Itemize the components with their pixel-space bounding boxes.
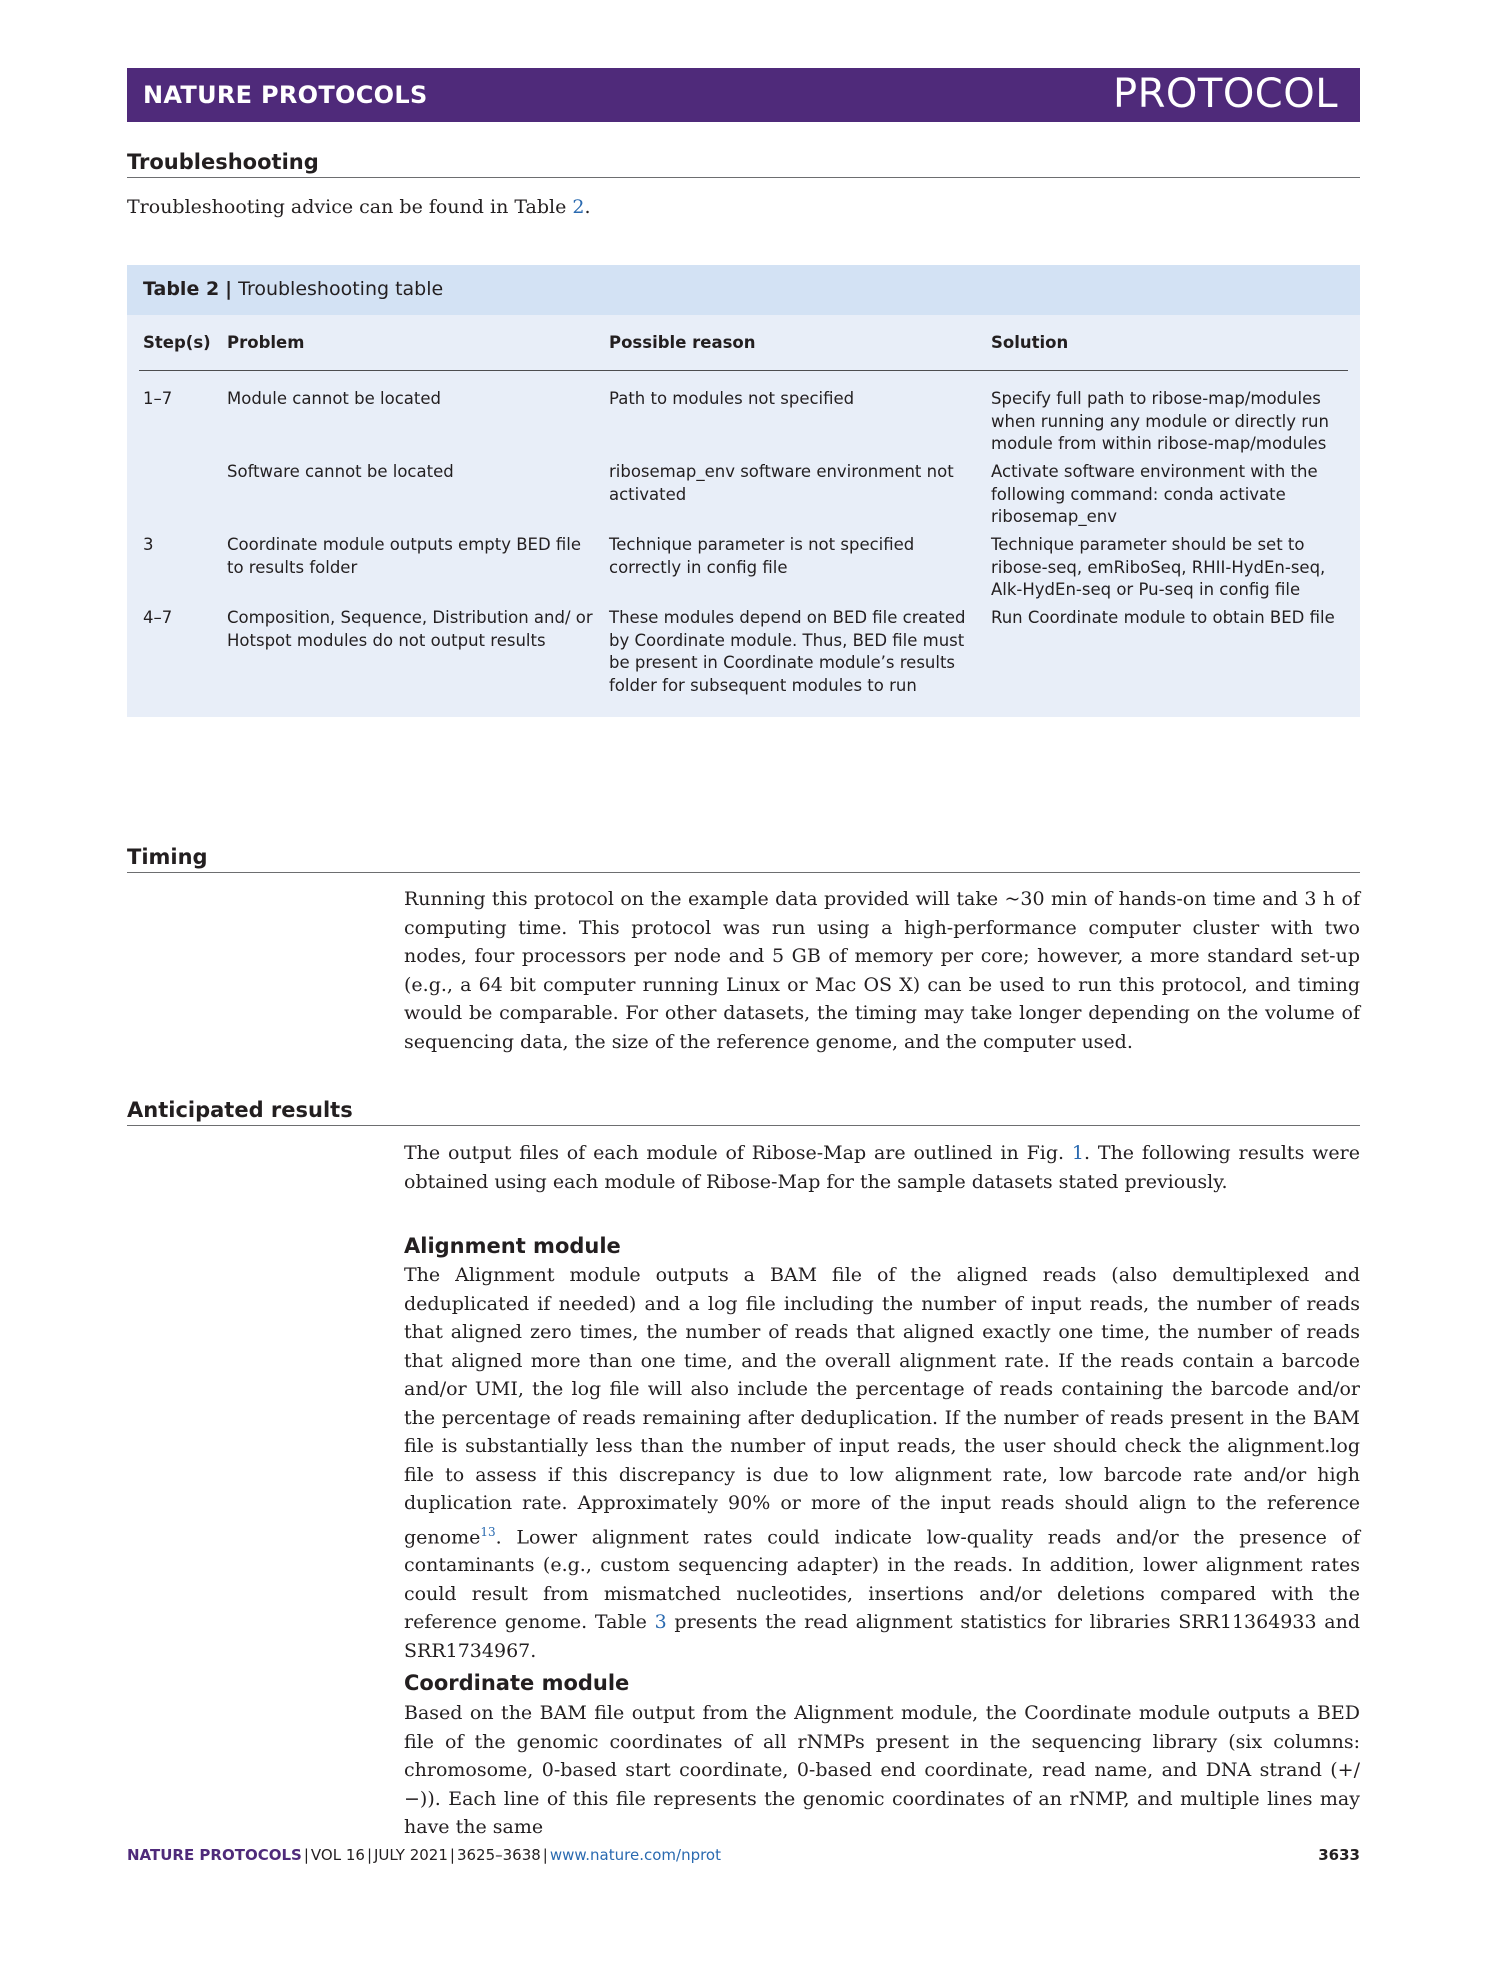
page-footer: NATURE PROTOCOLS | VOL 16 | JULY 2021 | 3625–3638 | www.nature.com/nprot — [127, 1846, 721, 1864]
table-cell-step: 4–7 — [143, 608, 173, 627]
footer-journal: NATURE PROTOCOLS — [127, 1846, 302, 1864]
table-cell-solution: Activate software environment with the following command: conda activate ribosemap_env — [991, 462, 1318, 526]
column-header-reason: Possible reason — [609, 333, 756, 352]
table-header-rule — [139, 370, 1348, 371]
table-cell-problem: Module cannot be located — [227, 389, 441, 408]
table-cell-reason: Path to modules not specified — [609, 389, 855, 408]
table-title-bar — [127, 265, 1360, 315]
table-2-link[interactable]: 2 — [572, 196, 585, 218]
troubleshooting-table — [127, 265, 1360, 717]
page-number: 3633 — [1318, 1846, 1360, 1864]
table-cell-problem: Software cannot be located — [227, 462, 454, 481]
coordinate-module-text: Based on the BAM file output from the Alignment module, the Coordinate module outputs a BED file of the genomic coordinates of all rNMPs present in the sequencing library (six columns: chromosome, 0-based start coordinate, 0-based end coordinate, read name, and DNA strand (+/−)). Each line of this file represents the genomic coordinates of an rNMP, and multiple lines may have the same — [404, 1702, 1360, 1838]
reference-13-link[interactable]: 13 — [480, 1524, 496, 1539]
alignment-module-text: The Alignment module outputs a BAM file of the aligned reads (also demultiplexed and deduplicated if needed) and a log file including the number of input reads, the number of reads that aligned zero times, the number of reads that aligned exactly one time, the number of reads that aligned more than one time, and the overall alignment rate. If the reads contain a barcode and/or UMI, the log file will also include the percentage of reads containing the barcode and/or the percentage of reads remaining after deduplication. If the number of reads present in the BAM file is substantially less than the number of input reads, the user should check the alignment.log file to assess if this discrepancy is due to low alignment rate, low barcode rate and/or high duplication rate. Approximately 90% or more of the input reads should align to the reference genome$^{13}$. Lower alignment rates could indicate low-quality reads and/or the presence of contaminants (e.g., custom sequencing adapter) in the reads. In addition, lower alignment rates could result from mismatched nucleotides, insertions and/or deletions compared with the reference genome. Table 3 presents the read alignment statistics for libraries SRR11364933 and SRR1734967. — [404, 1264, 1361, 1662]
timing-heading: Timing — [127, 845, 1360, 873]
table-cell-reason: ribosemap_env software environment not activated — [609, 462, 954, 504]
table-cell-solution: Specify full path to ribose-map/modules when running any module or directly run module from within ribose-map/modules — [991, 389, 1329, 453]
journal-banner — [127, 68, 1360, 122]
troubleshooting-heading: Troubleshooting — [127, 150, 1360, 178]
anticipated-results-heading: Anticipated results — [127, 1098, 1360, 1126]
table-cell-problem: Composition, Sequence, Distribution and/ or Hotspot modules do not output results — [227, 608, 593, 650]
table-cell-solution: Run Coordinate module to obtain BED file — [991, 608, 1335, 627]
column-header-problem: Problem — [227, 333, 305, 352]
table-cell-reason: Technique parameter is not specified correctly in config file — [609, 535, 915, 577]
journal-name: NATURE PROTOCOLS — [143, 81, 428, 109]
coordinate-module-heading: Coordinate module — [404, 1671, 630, 1695]
table-cell-solution: Technique parameter should be set to ribose-seq, emRiboSeq, RHII-HydEn-seq, Alk-HydEn-seq or Pu-seq in config file — [991, 535, 1326, 599]
table-title: Table 2 | Troubleshooting table — [143, 278, 444, 300]
timing-text: Running this protocol on the example data provided will take ~30 min of hands-on time and 3 h of computing time. This protocol was run using a high-performance computer cluster with two nodes, four processors per node and 5 GB of memory per core; however, a more standard set-up (e.g., a 64 bit computer running Linux or Mac OS X) can be used to run this protocol, and timing would be comparable. For other datasets, the timing may take longer depending on the volume of sequencing data, the size of the reference genome, and the computer used. — [404, 888, 1360, 1053]
table-cell-reason: These modules depend on BED file created by Coordinate module. Thus, BED file must be present in Coordinate module’s results folder for subsequent modules to run — [609, 608, 966, 695]
footer-volume: VOL 16 — [310, 1846, 365, 1864]
table-cell-problem: Coordinate module outputs empty BED file to results folder — [227, 535, 582, 577]
figure-1-link[interactable]: 1 — [1071, 1142, 1084, 1164]
footer-url-link[interactable]: www.nature.com/nprot — [549, 1846, 721, 1864]
table-cell-step: 1–7 — [143, 389, 173, 408]
footer-pages: 3625–3638 — [456, 1846, 541, 1864]
column-header-step: Step(s) — [143, 333, 211, 352]
troubleshooting-text: Troubleshooting advice can be found in Table 2. — [127, 196, 591, 218]
column-header-solution: Solution — [991, 333, 1069, 352]
alignment-module-heading: Alignment module — [404, 1234, 621, 1258]
article-type: PROTOCOL — [1112, 71, 1338, 117]
anticipated-results-intro: The output files of each module of Ribose-Map are outlined in Fig. 1. The following results were obtained using each module of Ribose-Map for the sample datasets stated previously. — [404, 1142, 1361, 1193]
footer-date: JULY 2021 — [374, 1846, 448, 1864]
table-3-link[interactable]: 3 — [654, 1611, 667, 1634]
table-cell-step: 3 — [143, 535, 154, 554]
